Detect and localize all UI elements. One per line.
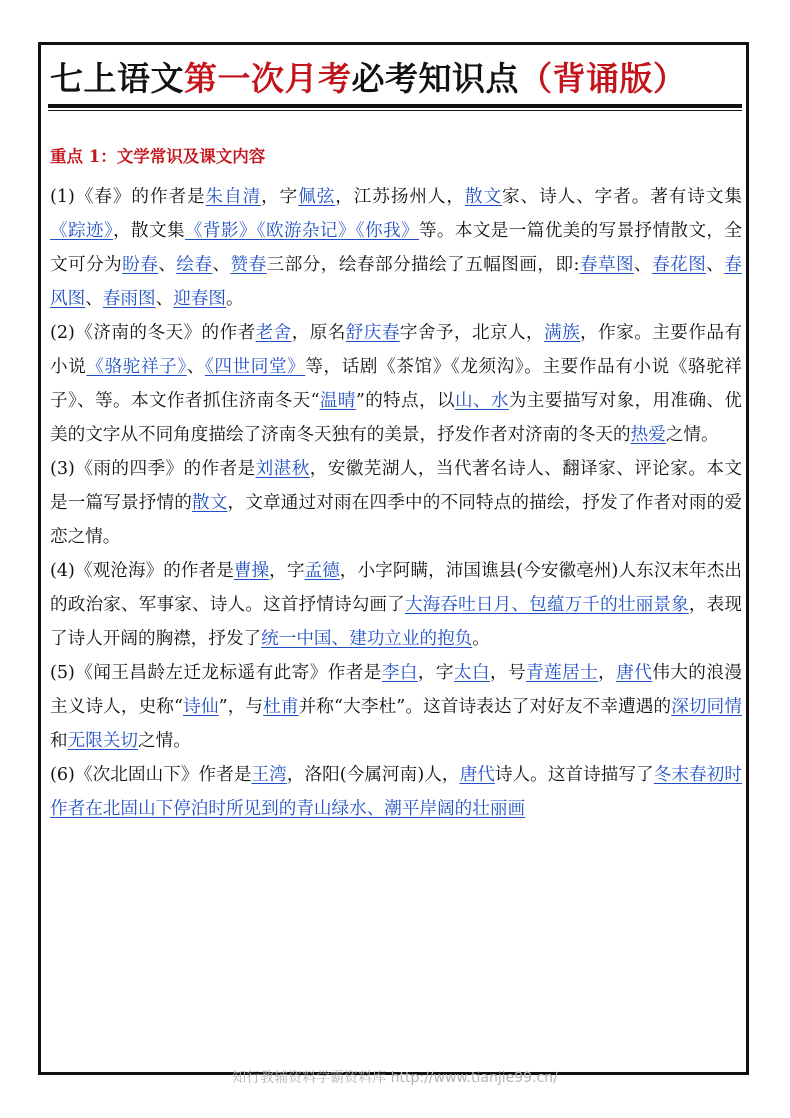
item-text: (6)《次北固山下》作者是 (50, 765, 252, 785)
item-text: 之情。 (138, 731, 191, 751)
item-text: 诗人。这首诗描写了 (494, 765, 654, 785)
title-part-grade: 七上语文 (50, 59, 184, 98)
item-text: 、 (706, 255, 725, 275)
item-text: ，字 (269, 561, 305, 581)
title-part-exam: 第一次月考 (184, 59, 352, 98)
item-text: 家、诗人、字者。著有诗文集 (502, 187, 742, 207)
title-part-version: （背诵版） (519, 59, 687, 98)
answer-keyword: 太白 (453, 663, 490, 683)
item-text: (5)《闻王昌龄左迁龙标遥有此寄》作者是 (50, 663, 382, 683)
knowledge-item (50, 554, 742, 656)
answer-keyword: 《骆驼祥子》 (86, 357, 187, 377)
knowledge-item (50, 656, 742, 758)
answer-keyword: 迎春图 (173, 289, 227, 309)
answer-keyword: 绘春 (176, 255, 213, 275)
content-body (50, 180, 742, 826)
item-text: 、 (158, 255, 177, 275)
item-text: (4)《观沧海》的作者是 (50, 561, 234, 581)
answer-keyword: 舒庆春 (345, 323, 400, 343)
item-text: (3)《雨的四季》的作者是 (50, 459, 256, 479)
knowledge-item (50, 452, 742, 554)
item-text: ，作家。主要作品有小说 (50, 323, 742, 377)
item-text: 、 (634, 255, 653, 275)
item-text: 、 (155, 289, 174, 309)
item-text: ，字 (417, 663, 454, 683)
item-text: ，江苏扬州人， (335, 187, 465, 207)
item-text: 字舍予，北京人， (399, 323, 545, 343)
answer-keyword: 曹操 (233, 561, 270, 581)
answer-keyword: 春雨图 (102, 289, 156, 309)
answer-keyword: 诗仙 (183, 697, 219, 717)
answer-keyword: 春草图 (579, 255, 635, 275)
knowledge-item (50, 316, 742, 452)
item-text: ，小字阿瞒，沛国谯县(今安徽亳州)人东汉末年杰出的政治家、军事家、诗人。这首抒情诗勾画了 (50, 561, 742, 615)
item-text: 、 (186, 357, 205, 377)
item-text: 、 (85, 289, 103, 309)
answer-keyword: 杜甫 (263, 697, 299, 717)
answer-keyword: 热爱 (630, 425, 666, 445)
answer-keyword: 散文 (191, 493, 228, 513)
item-text: 伟大的浪漫主义诗人，史称“ (50, 663, 742, 717)
item-text: ，表现了诗人开阔的胸襟，抒发了 (50, 595, 742, 649)
answer-keyword: 满族 (544, 323, 581, 343)
item-text: 之情。 (665, 425, 719, 445)
item-text: 、 (212, 255, 231, 275)
answer-keyword: 温晴 (319, 391, 356, 411)
answer-keyword: 盼春 (122, 255, 159, 275)
item-text: 。 (226, 289, 244, 309)
knowledge-item (50, 180, 742, 316)
answer-keyword: 统一中国、建功立业的抱负 (261, 629, 473, 649)
answer-keyword: 深切同情 (671, 697, 742, 717)
item-text: 等。本文是一篇优美的写景抒情散文，全文可分为 (50, 221, 742, 275)
item-text: 。 (472, 629, 490, 649)
page-title (50, 56, 740, 102)
title-part-topic: 必考知识点 (351, 59, 519, 98)
knowledge-item (50, 758, 742, 826)
answer-keyword: 孟德 (304, 561, 340, 581)
answer-keyword: 《背影》《欧游杂记》《你我》 (184, 221, 419, 241)
answer-keyword: 佩弦 (298, 187, 336, 207)
answer-keyword: 春花图 (652, 255, 707, 275)
title-underline-thick (48, 104, 742, 108)
answer-keyword: 唐代 (459, 765, 495, 785)
answer-keyword: 青莲居士 (526, 663, 599, 683)
title-underline-thin (48, 110, 742, 111)
item-text: ”的特点，以 (355, 391, 455, 411)
item-text: ， (598, 663, 617, 683)
answer-keyword: 无限关切 (67, 731, 138, 751)
answer-keyword: 《踪迹》 (50, 221, 114, 241)
answer-keyword: 山、水 (455, 391, 509, 411)
item-text: ”，与 (218, 697, 264, 717)
item-text: ，安徽芜湖人，当代著名诗人、翻译家、评论家。本文是一篇写景抒情的 (50, 459, 742, 513)
answer-keyword: 唐代 (616, 663, 653, 683)
item-text: ，洛阳(今属河南)人， (286, 765, 460, 785)
item-text: ，号 (489, 663, 527, 683)
answer-keyword: 朱自清 (205, 187, 262, 207)
section-heading: 重点 1：文学常识及课文内容 (50, 147, 266, 166)
item-text: 并称“大李杜”。这首诗表达了对好友不幸遭遇的 (298, 697, 672, 717)
answer-keyword: 王湾 (251, 765, 287, 785)
answer-keyword: 李白 (381, 663, 418, 683)
item-text: ，文章通过对雨在四季中的不同特点的描绘，抒发了作者对雨的爱恋之情。 (50, 493, 742, 547)
item-text: 和 (50, 731, 68, 751)
item-text: ，原名 (291, 323, 346, 343)
answer-keyword: 赞春 (230, 255, 267, 275)
item-text: 为主要描写对象，用准确、优美的文字从不同角度描绘了济南冬天独有的美景，抒发作者对济南的冬天的 (50, 391, 742, 445)
item-text: (2)《济南的冬天》的作者 (50, 323, 256, 343)
answer-keyword: 散文 (464, 187, 503, 207)
item-text: ，散文集 (113, 221, 185, 241)
answer-keyword: 春风图 (50, 255, 742, 309)
footer-watermark: 知行教辅资料学霸资料库 http://www.tianjie99.cn/ (232, 1070, 558, 1086)
item-text: 等，话剧《茶馆》《龙须沟》。主要作品有小说《骆驼祥子》、等。本文作者抓住济南冬天“ (50, 357, 742, 411)
answer-keyword: 老舍 (255, 323, 292, 343)
answer-keyword: 冬末春初时作者在北固山下停泊时所见到的青山绿水、潮平岸阔的壮丽画 (50, 765, 742, 819)
answer-keyword: 大海吞吐日月、包蕴万千的壮丽景象 (404, 595, 689, 615)
answer-keyword: 《四世同堂》 (204, 357, 306, 377)
item-text: 三部分，绘春部分描绘了五幅图画，即: (266, 255, 580, 275)
item-text: (1)《春》的作者是 (50, 187, 206, 207)
item-text: ，字 (261, 187, 299, 207)
answer-keyword: 刘湛秋 (255, 459, 310, 479)
